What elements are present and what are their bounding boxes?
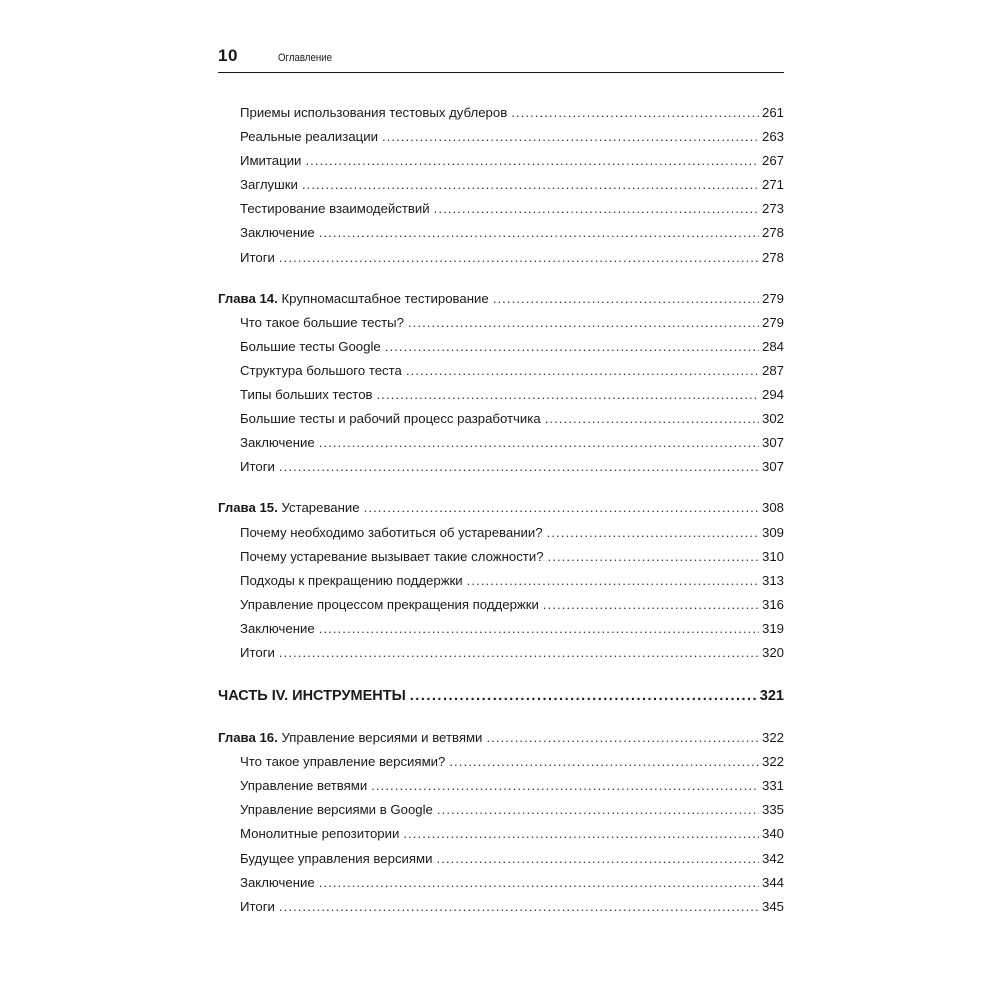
dot-leader bbox=[319, 431, 759, 455]
dot-leader bbox=[467, 569, 759, 593]
toc-entry-page: 344 bbox=[761, 874, 784, 890]
toc-entry-page: 271 bbox=[761, 177, 784, 193]
toc-entry-title: Управление ветвями bbox=[240, 778, 368, 794]
toc-part-4 bbox=[218, 682, 784, 710]
toc-entry[interactable] bbox=[218, 149, 784, 173]
header-rule bbox=[218, 72, 784, 73]
dot-leader bbox=[319, 221, 759, 245]
toc-entry[interactable] bbox=[218, 895, 784, 919]
toc-chapter-page: 279 bbox=[761, 290, 784, 306]
toc-entry-page: 342 bbox=[761, 850, 784, 866]
chapter-label: Глава 15. bbox=[218, 500, 278, 516]
dot-leader bbox=[305, 149, 759, 173]
toc-chapter-15 bbox=[218, 496, 784, 665]
dot-leader bbox=[437, 847, 759, 871]
toc-entry-title: Что такое большие тесты? bbox=[240, 314, 404, 330]
toc-entry[interactable] bbox=[218, 774, 784, 798]
toc-entry-page: 313 bbox=[761, 572, 784, 588]
toc-chapter-page: 322 bbox=[761, 730, 784, 746]
toc-entry-page: 320 bbox=[761, 644, 784, 660]
toc-entry-page: 278 bbox=[761, 225, 784, 241]
chapter-label: Глава 16. bbox=[218, 730, 278, 746]
page-number: 10 bbox=[218, 46, 238, 65]
toc-entry-title: Итоги bbox=[240, 249, 275, 265]
dot-leader bbox=[364, 496, 759, 520]
toc-entry-title: Управление версиями в Google bbox=[240, 802, 433, 818]
dot-leader bbox=[449, 750, 759, 774]
dot-leader bbox=[279, 641, 759, 665]
toc-entry-page: 310 bbox=[761, 548, 784, 564]
toc-chapter-page: 308 bbox=[761, 500, 784, 516]
toc-entry[interactable] bbox=[218, 359, 784, 383]
toc-entry[interactable] bbox=[218, 335, 784, 359]
dot-leader bbox=[437, 798, 759, 822]
toc-entry-title: Приемы использования тестовых дублеров bbox=[240, 105, 508, 120]
chapter-title: Управление версиями и ветвями bbox=[281, 730, 483, 746]
toc-entry-title: Заключение bbox=[240, 435, 315, 451]
toc-entry-page: 307 bbox=[761, 459, 784, 475]
toc-entry[interactable] bbox=[218, 617, 784, 641]
toc-entry-page: 279 bbox=[761, 314, 784, 330]
toc-entry-page: 316 bbox=[761, 596, 784, 612]
toc-entry-title: Управление процессом прекращения поддержки bbox=[240, 596, 539, 612]
dot-leader bbox=[511, 101, 759, 125]
toc-entry-page: 287 bbox=[761, 362, 784, 378]
toc-entry-title: Почему необходимо заботиться об устаревании? bbox=[240, 524, 543, 540]
toc-entry-title: Реальные реализации bbox=[240, 129, 378, 145]
toc-entry[interactable] bbox=[218, 847, 784, 871]
toc-entry-title: Подходы к прекращению поддержки bbox=[240, 572, 463, 588]
toc-entry-title: Заключение bbox=[240, 620, 315, 636]
toc-entry[interactable] bbox=[218, 431, 784, 455]
dot-leader bbox=[382, 125, 759, 149]
toc-entry[interactable] bbox=[218, 125, 784, 149]
toc-entry-title: Типы больших тестов bbox=[240, 387, 373, 403]
dot-leader bbox=[385, 335, 759, 359]
toc-chapter-heading[interactable] bbox=[218, 726, 784, 750]
toc-entry-title: Тестирование взаимодействий bbox=[240, 201, 430, 217]
toc-entry-page: 267 bbox=[761, 153, 784, 169]
toc-entry[interactable] bbox=[218, 641, 784, 665]
toc-entry-page: 345 bbox=[761, 898, 784, 914]
dot-leader bbox=[545, 407, 759, 431]
dot-leader bbox=[548, 545, 759, 569]
toc-entry[interactable] bbox=[218, 455, 784, 479]
toc-part-heading[interactable] bbox=[218, 682, 784, 710]
dot-leader bbox=[319, 617, 759, 641]
toc-entry-page: 319 bbox=[761, 620, 784, 636]
toc-entry-page: 322 bbox=[761, 754, 784, 770]
toc-entry[interactable] bbox=[218, 173, 784, 197]
toc-entry-title: Итоги bbox=[240, 898, 275, 914]
toc-entry-page: 335 bbox=[761, 802, 784, 818]
dot-leader bbox=[493, 287, 759, 311]
chapter-title: Крупномасштабное тестирование bbox=[281, 290, 489, 306]
toc-entry-page: 307 bbox=[761, 435, 784, 451]
toc-chapter-text bbox=[218, 726, 482, 750]
toc-chapter-14 bbox=[218, 287, 784, 480]
toc-entry[interactable] bbox=[218, 221, 784, 245]
toc-entry[interactable] bbox=[218, 197, 784, 221]
chapter-label: Глава 14. bbox=[218, 290, 278, 306]
toc-entry-page: 302 bbox=[761, 411, 784, 427]
toc-entry-title: Заключение bbox=[240, 225, 315, 241]
toc-entry[interactable] bbox=[218, 383, 784, 407]
toc-chapter-text bbox=[218, 496, 360, 520]
toc-entry-title: Имитации bbox=[240, 153, 302, 169]
part-page: 321 bbox=[759, 688, 784, 705]
toc-entry-title: Почему устаревание вызывает такие сложности? bbox=[240, 548, 544, 564]
toc-entry-page: 263 bbox=[761, 129, 784, 145]
dot-leader bbox=[408, 311, 759, 335]
toc-entry-page: 294 bbox=[761, 387, 784, 403]
toc-entry[interactable] bbox=[218, 798, 784, 822]
dot-leader bbox=[302, 173, 759, 197]
page-header bbox=[218, 44, 784, 74]
toc-entry[interactable] bbox=[218, 871, 784, 895]
toc-chapter-heading[interactable] bbox=[218, 496, 784, 520]
toc-entry[interactable] bbox=[218, 407, 784, 431]
toc-entry-title: Структура большого теста bbox=[240, 362, 402, 378]
dot-leader bbox=[371, 774, 759, 798]
toc-entry-title: Что такое управление версиями? bbox=[240, 754, 446, 770]
toc-entry[interactable] bbox=[218, 311, 784, 335]
toc-entry-title: Большие тесты Google bbox=[240, 338, 381, 354]
toc-entry-title: Заглушки bbox=[240, 177, 298, 193]
dot-leader bbox=[406, 359, 759, 383]
dot-leader bbox=[403, 822, 759, 846]
chapter-title: Устаревание bbox=[281, 500, 360, 516]
dot-leader bbox=[410, 682, 757, 710]
dot-leader bbox=[377, 383, 759, 407]
running-title: Оглавление bbox=[278, 52, 332, 64]
toc-entry[interactable] bbox=[218, 750, 784, 774]
toc-entry-page: 273 bbox=[761, 201, 784, 217]
dot-leader bbox=[434, 197, 759, 221]
toc-entry-page: 331 bbox=[761, 778, 784, 794]
table-of-contents bbox=[218, 101, 784, 936]
toc-chapter-16 bbox=[218, 726, 784, 919]
part-title: ЧАСТЬ IV. ИНСТРУМЕНТЫ bbox=[218, 688, 406, 705]
dot-leader bbox=[486, 726, 759, 750]
toc-group-continued bbox=[218, 101, 784, 270]
toc-entry-page: 340 bbox=[761, 826, 784, 842]
toc-entry-title: Итоги bbox=[240, 459, 275, 475]
dot-leader bbox=[547, 521, 759, 545]
toc-entry-page: 284 bbox=[761, 338, 784, 354]
toc-chapter-heading[interactable] bbox=[218, 287, 784, 311]
toc-entry-title: Будущее управления версиями bbox=[240, 850, 433, 866]
toc-entry-page: 309 bbox=[761, 524, 784, 540]
toc-entry[interactable] bbox=[218, 569, 784, 593]
dot-leader bbox=[543, 593, 759, 617]
toc-entry-page: 261 bbox=[761, 105, 784, 120]
toc-entry[interactable] bbox=[218, 101, 784, 125]
toc-entry[interactable] bbox=[218, 521, 784, 545]
dot-leader bbox=[279, 895, 759, 919]
dot-leader bbox=[279, 455, 759, 479]
toc-entry-page: 278 bbox=[761, 249, 784, 265]
dot-leader bbox=[319, 871, 759, 895]
toc-entry-title: Итоги bbox=[240, 644, 275, 660]
toc-entry[interactable] bbox=[218, 246, 784, 270]
toc-entry-title: Заключение bbox=[240, 874, 315, 890]
toc-entry[interactable] bbox=[218, 822, 784, 846]
toc-entry[interactable] bbox=[218, 593, 784, 617]
toc-entry-title: Большие тесты и рабочий процесс разработчика bbox=[240, 411, 541, 427]
toc-chapter-text bbox=[218, 287, 489, 311]
toc-entry-title: Монолитные репозитории bbox=[240, 826, 400, 842]
dot-leader bbox=[279, 246, 759, 270]
toc-entry[interactable] bbox=[218, 545, 784, 569]
